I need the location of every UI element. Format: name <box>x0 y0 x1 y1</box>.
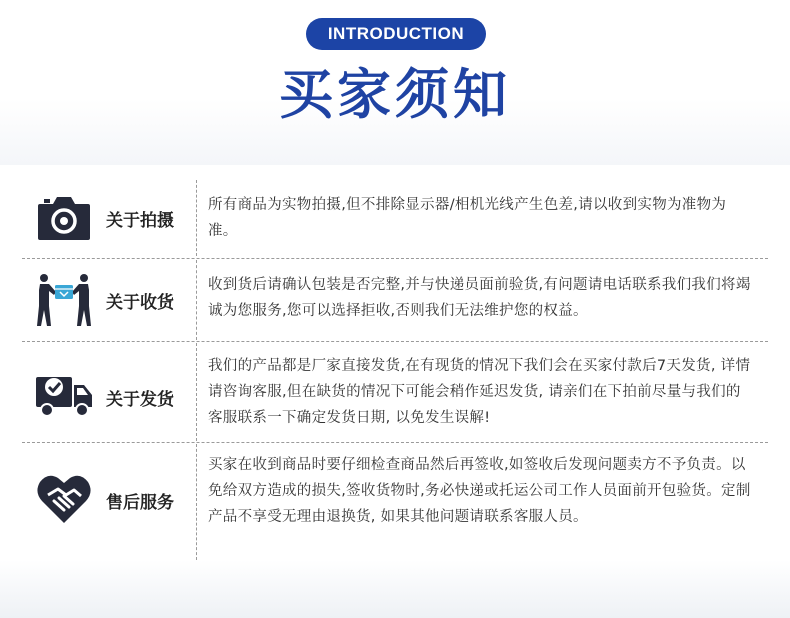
section-divider <box>196 343 197 441</box>
section-label: 关于收货 <box>106 293 174 313</box>
handshake-heart-icon <box>34 468 94 528</box>
section-after-sales <box>22 444 768 560</box>
introduction-badge: INTRODUCTION <box>306 18 486 50</box>
row-divider <box>22 442 768 443</box>
row-divider <box>22 258 768 259</box>
section-text: 我们的产品都是厂家直接发货,在有现货的情况下我们会在买家付款后7天发货, 详情请咨询客服,但在缺货的情况下可能会稍作延迟发货, 请亲们在下拍前尽量与我们的客服联系一下确定发货日期, 以免发生误解! <box>208 358 751 426</box>
section-label: 售后服务 <box>106 493 174 513</box>
section-divider <box>196 444 197 560</box>
section-text: 所有商品为实物拍摄,但不排除显示器/相机光线产生色差,请以收到实物为准物为准。 <box>208 197 727 239</box>
section-divider <box>196 180 197 256</box>
delivery-truck-icon <box>34 363 94 423</box>
handover-box-icon <box>34 270 94 330</box>
page-title: 买家须知 <box>279 63 511 126</box>
section-shooting <box>22 180 768 256</box>
section-text: 买家在收到商品时要仔细检查商品然后再签收,如签收后发现问题卖方不予负责。以免给双方造成的损失,签收货物时,务必快递或托运公司工作人员面前开包验货。定制产品不享受无理由退换货, 如果其他问题请联系客服人员。 <box>208 457 751 525</box>
section-receiving <box>22 260 768 340</box>
section-divider <box>196 260 197 340</box>
footer-background <box>0 560 790 618</box>
row-divider <box>22 341 768 342</box>
section-label: 关于拍摄 <box>106 211 174 231</box>
section-shipping <box>22 343 768 441</box>
camera-icon <box>34 188 94 248</box>
section-text: 收到货后请确认包装是否完整,并与快递员面前验货,有问题请电话联系我们我们将竭诚为您服务,您可以选择拒收,否则我们无法维护您的权益。 <box>208 277 751 319</box>
section-label: 关于发货 <box>106 390 174 410</box>
